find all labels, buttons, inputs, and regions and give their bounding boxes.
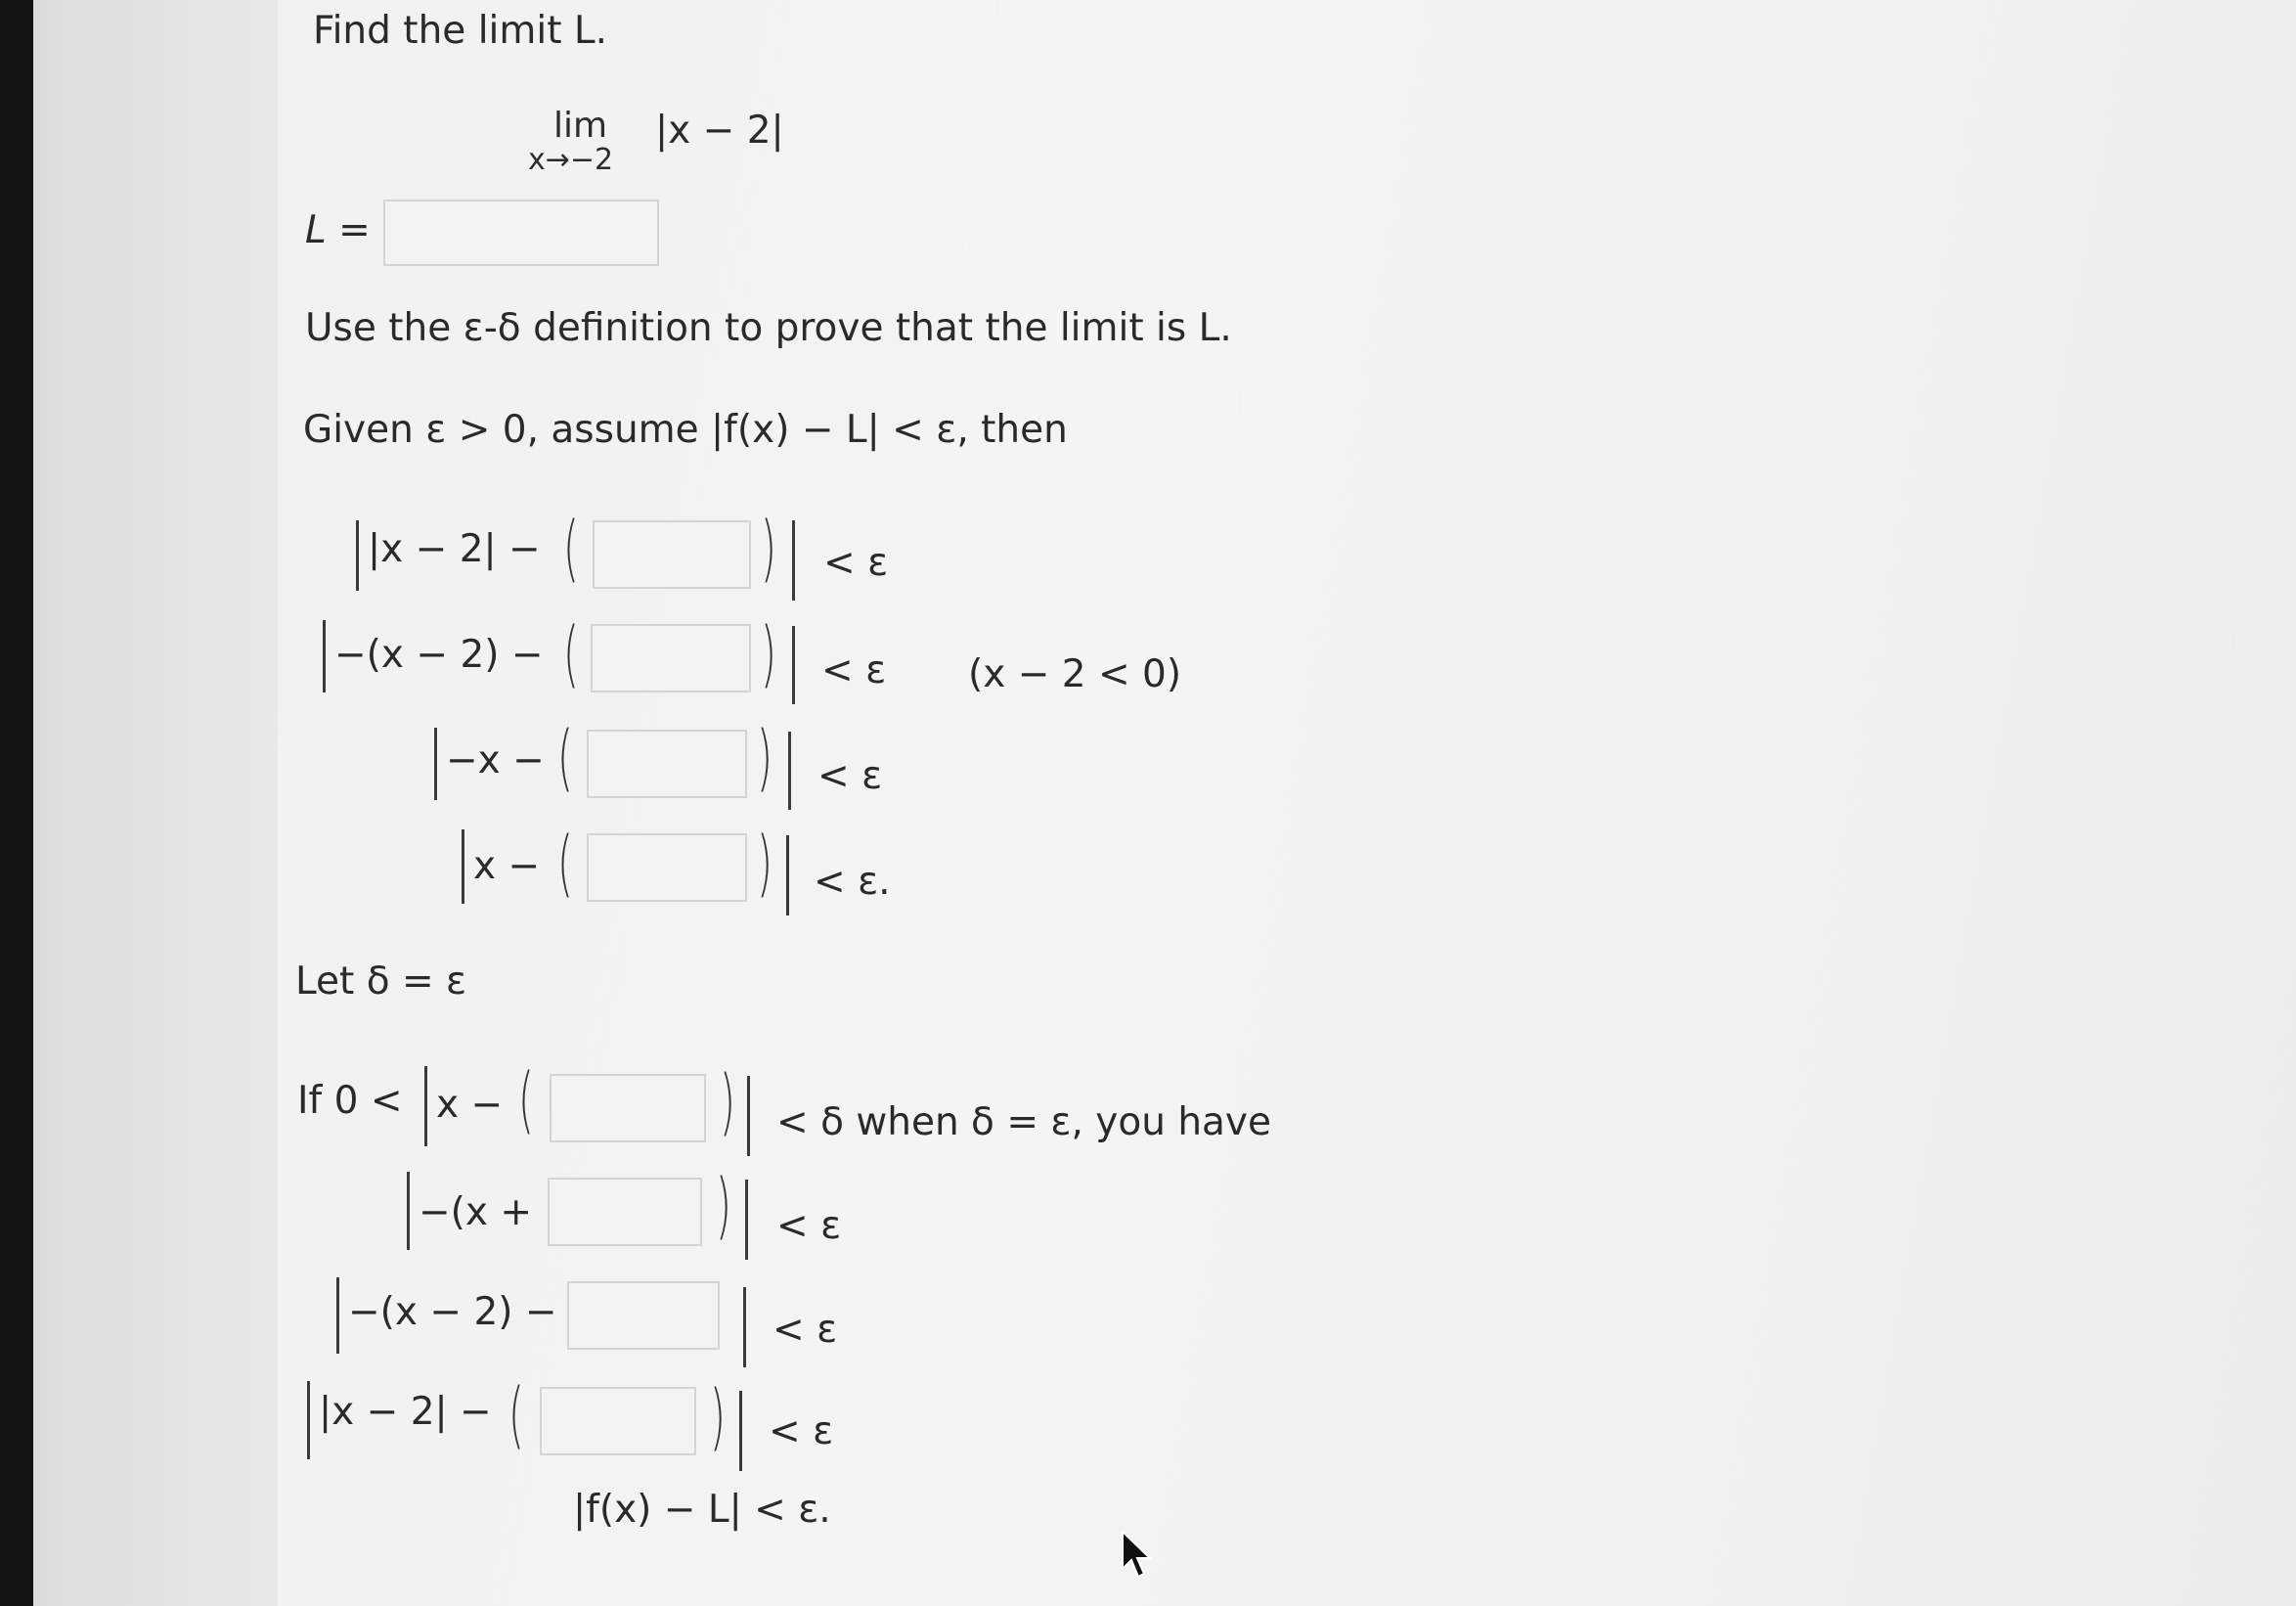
mouse-cursor-icon xyxy=(1121,1530,1156,1581)
instruction-text: Use the ε-δ definition to prove that the limit is L. xyxy=(305,306,1232,350)
answer-input-a3[interactable] xyxy=(587,730,747,798)
row4-lt-eps: < ε. xyxy=(814,860,891,904)
given-text: Given ε > 0, assume |f(x) − L| < ε, then xyxy=(303,408,1068,452)
row2-prefix: −(x − 2) − xyxy=(334,633,544,677)
abs-bar-left xyxy=(407,1172,410,1250)
limit-subscript: x→−2 xyxy=(528,143,614,177)
abs-bar-right xyxy=(792,626,795,704)
let-delta-text: Let δ = ε xyxy=(295,959,467,1004)
open-paren: ( xyxy=(563,507,579,591)
row4-prefix: |x − 2| − xyxy=(319,1390,492,1434)
abs-bar-right xyxy=(792,520,795,601)
close-paren: ) xyxy=(710,1375,726,1459)
open-paren: ( xyxy=(508,1373,524,1457)
row3-prefix: −x − xyxy=(446,738,545,782)
answer-input-a1[interactable] xyxy=(593,520,751,589)
screen-bezel xyxy=(0,0,33,1606)
close-paren: ) xyxy=(716,1164,731,1248)
close-paren: ) xyxy=(761,507,776,591)
open-paren: ( xyxy=(563,612,579,696)
if-prefix: If 0 < xyxy=(297,1079,403,1123)
l-answer-input[interactable] xyxy=(383,200,659,266)
abs-bar-right xyxy=(739,1391,742,1471)
row1-prefix: |x − 2| − xyxy=(368,527,541,571)
abs-bar-right xyxy=(786,835,789,915)
abs-bar-right xyxy=(747,1076,750,1156)
row1-prefix: x − xyxy=(436,1083,504,1127)
row3-lt-eps: < ε xyxy=(773,1308,838,1352)
open-paren: ( xyxy=(557,822,573,906)
close-paren: ) xyxy=(757,822,773,906)
abs-bar-right xyxy=(745,1180,748,1260)
answer-input-b1[interactable] xyxy=(550,1074,706,1142)
close-paren: ) xyxy=(757,716,773,800)
abs-bar-left xyxy=(434,728,437,800)
abs-bar-left xyxy=(424,1066,427,1146)
row2-note: (x − 2 < 0) xyxy=(968,652,1182,696)
answer-input-b3[interactable] xyxy=(567,1281,720,1350)
left-margin xyxy=(33,0,278,1606)
open-paren: ( xyxy=(518,1058,534,1142)
final-inequality: |f(x) − L| < ε. xyxy=(573,1488,831,1532)
row4-prefix: x − xyxy=(473,844,541,888)
row4-lt-eps: < ε xyxy=(769,1409,834,1453)
abs-bar-left xyxy=(307,1381,310,1459)
l-label: L = xyxy=(305,208,371,252)
row2-lt-eps: < ε xyxy=(821,648,887,692)
limit-word: lim xyxy=(553,106,608,146)
answer-input-a4[interactable] xyxy=(587,833,747,902)
abs-bar-left xyxy=(356,520,359,591)
row2-lt-eps: < ε xyxy=(776,1204,842,1248)
abs-bar-left xyxy=(462,829,464,904)
close-paren: ) xyxy=(720,1060,735,1144)
limit-expression: |x − 2| xyxy=(655,109,784,153)
answer-input-b2[interactable] xyxy=(548,1178,702,1246)
abs-bar-right xyxy=(788,732,791,810)
answer-input-b4[interactable] xyxy=(540,1387,696,1455)
abs-bar-right xyxy=(743,1287,746,1367)
row1-lt-eps: < ε xyxy=(823,541,889,585)
abs-bar-left xyxy=(323,620,326,692)
close-paren: ) xyxy=(761,612,776,696)
row1-suffix: < δ when δ = ε, you have xyxy=(776,1100,1272,1144)
row2-prefix: −(x + xyxy=(419,1190,533,1234)
open-paren: ( xyxy=(557,716,573,800)
row3-lt-eps: < ε xyxy=(817,754,883,798)
answer-input-a2[interactable] xyxy=(591,624,751,692)
abs-bar-left xyxy=(336,1277,339,1354)
problem-title: Find the limit L. xyxy=(313,9,608,53)
row3-prefix: −(x − 2) − xyxy=(348,1290,557,1334)
